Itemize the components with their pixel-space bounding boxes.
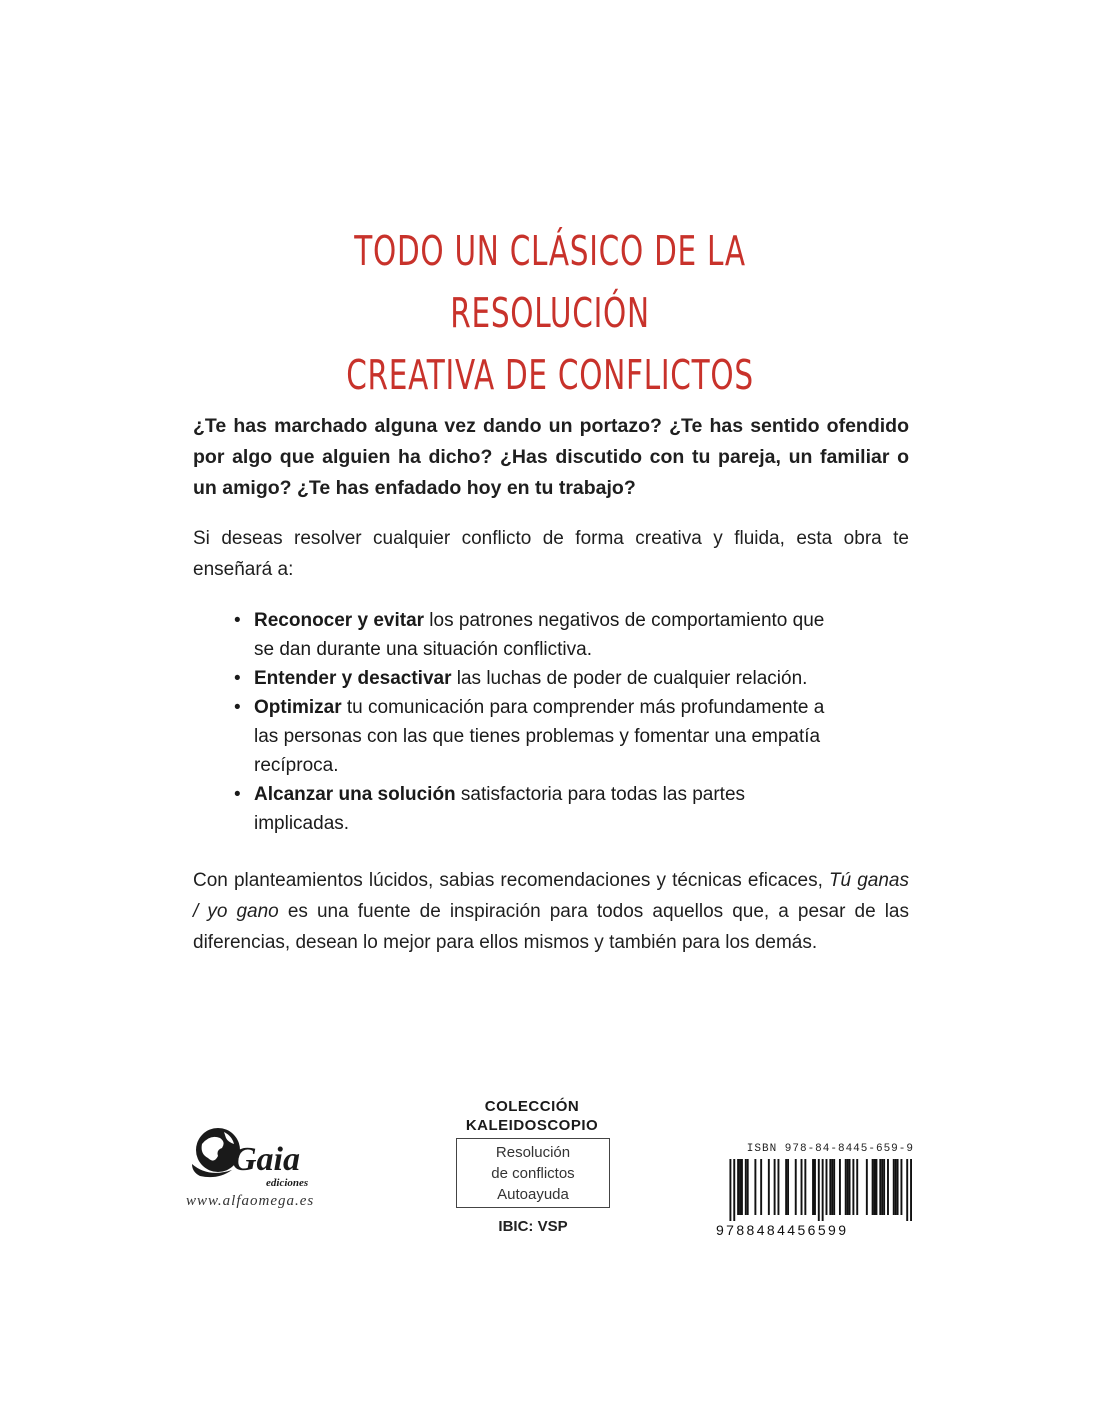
- bullet-bold: Entender y desactivar: [254, 668, 452, 689]
- ibic-code: IBIC: VSP: [498, 1218, 568, 1235]
- barcode-bar: [849, 1159, 851, 1215]
- barcode-bar: [745, 1159, 747, 1215]
- barcode-bar: [900, 1159, 902, 1215]
- isbn-digits: 9788484456599: [716, 1222, 849, 1238]
- list-item: [230, 606, 842, 664]
- list-item: [230, 780, 842, 838]
- bullet-bold: Optimizar: [254, 697, 342, 718]
- barcode-bar: [895, 1159, 897, 1215]
- list-item: [230, 664, 842, 693]
- logo-subtitle: ediciones: [266, 1177, 309, 1189]
- bullet-bold: Alcanzar una solución: [254, 784, 456, 805]
- headline-line-2: CREATIVA DE CONFLICTOS: [346, 351, 754, 399]
- barcode-bar: [866, 1159, 868, 1215]
- barcode-bar: [874, 1159, 876, 1215]
- logo-wordmark: Gaia: [232, 1141, 300, 1178]
- barcode-bar: [847, 1159, 849, 1215]
- collection-line-1: COLECCIÓN: [484, 1098, 580, 1115]
- category-line: Resolución: [495, 1144, 571, 1161]
- closing-after: es una fuente de inspiración para todos aquellos que, a pesar de las diferencias, desean lo mejor para ellos mismos y también para los demás.: [193, 901, 910, 953]
- bullet-text: las luchas de poder de cualquier relación.: [451, 668, 808, 689]
- closing-paragraph: [193, 865, 909, 958]
- bullet-icon: •: [234, 610, 241, 631]
- globe-logo-icon: [188, 1120, 338, 1192]
- barcode-bar: [856, 1159, 858, 1215]
- barcode-bar: [826, 1159, 828, 1215]
- collection-title: [450, 1097, 614, 1135]
- barcode-bar: [829, 1159, 831, 1215]
- barcode-bar: [883, 1159, 885, 1215]
- barcode-bar: [831, 1159, 833, 1215]
- barcode-bar: [729, 1159, 731, 1221]
- barcode-bar: [897, 1159, 899, 1215]
- barcode-bar: [845, 1159, 847, 1215]
- barcode-bar: [739, 1159, 741, 1215]
- barcode-bar: [804, 1159, 806, 1215]
- barcode-bar: [906, 1159, 908, 1221]
- barcode-bar: [893, 1159, 895, 1215]
- bullet-bold: Reconocer y evitar: [254, 610, 425, 631]
- barcode-bar: [879, 1159, 881, 1215]
- list-item: [230, 693, 842, 780]
- barcode-bars: [716, 1159, 916, 1221]
- barcode-bar: [872, 1159, 874, 1215]
- barcode-bar: [747, 1159, 749, 1215]
- barcode-bar: [774, 1159, 776, 1215]
- bullet-text: los patrones negativos de comportamiento que se dan durante una situación conflictiva.: [254, 610, 825, 660]
- barcode-bar: [733, 1159, 735, 1221]
- closing-before: Con planteamientos lúcidos, sabias recomendaciones y técnicas eficaces,: [193, 870, 829, 891]
- barcode-bar: [910, 1159, 912, 1221]
- barcode-bar: [741, 1159, 743, 1215]
- barcode-bar: [887, 1159, 889, 1215]
- barcode-bar: [777, 1159, 779, 1215]
- barcode-bar: [852, 1159, 854, 1215]
- barcode-bar: [822, 1159, 824, 1221]
- barcode-bar: [812, 1159, 814, 1215]
- publisher-url: www.alfaomega.es: [186, 1193, 315, 1209]
- book-title: Tú ganas / yo gano: [193, 870, 909, 922]
- barcode-bar: [787, 1159, 789, 1215]
- barcode-bar: [785, 1159, 787, 1215]
- bullet-text: satisfactoria para todas las partes implicadas.: [254, 784, 746, 834]
- lead-paragraph: Si deseas resolver cualquier conflicto de forma creativa y fluida, esta obra te enseñará a:: [193, 528, 909, 580]
- category-box: [456, 1138, 610, 1208]
- category-line: Autoayuda: [497, 1186, 569, 1203]
- barcode-bar: [754, 1159, 756, 1215]
- barcode-bar: [768, 1159, 770, 1215]
- barcode-icon: [716, 1159, 912, 1221]
- headline-line-1: TODO UN CLÁSICO DE LA RESOLUCIÓN: [354, 227, 746, 337]
- benefits-list: [230, 606, 842, 838]
- barcode-bar: [818, 1159, 820, 1221]
- headline: [262, 220, 838, 406]
- barcode-bar: [801, 1159, 803, 1215]
- barcode-bar: [795, 1159, 797, 1215]
- bullet-icon: •: [234, 668, 241, 689]
- barcode-bar: [760, 1159, 762, 1215]
- collection-line-2: KALEIDOSCOPIO: [465, 1117, 599, 1134]
- barcode-bar: [737, 1159, 739, 1215]
- barcode-bar: [814, 1159, 816, 1215]
- isbn-label: ISBN 978-84-8445-659-9: [746, 1143, 914, 1155]
- barcode-bar: [833, 1159, 835, 1215]
- intro-paragraph: ¿Te has marchado alguna vez dando un portazo? ¿Te has sentido ofendido por algo que alguien ha dicho? ¿Has discutido con tu pareja, un familiar o un amigo? ¿Te has enfadado hoy en tu trabajo?: [193, 415, 909, 499]
- isbn-barcode: [716, 1143, 916, 1238]
- category-line: de conflictos: [491, 1165, 575, 1182]
- barcode-bar: [875, 1159, 877, 1215]
- bullet-icon: •: [234, 784, 241, 805]
- barcode-bar: [839, 1159, 841, 1215]
- barcode-bar: [881, 1159, 883, 1215]
- bullet-text: tu comunicación para comprender más profundamente a las personas con las que tienes problemas y fomentar una empatía recíproca.: [254, 697, 825, 776]
- bullet-icon: •: [234, 697, 241, 718]
